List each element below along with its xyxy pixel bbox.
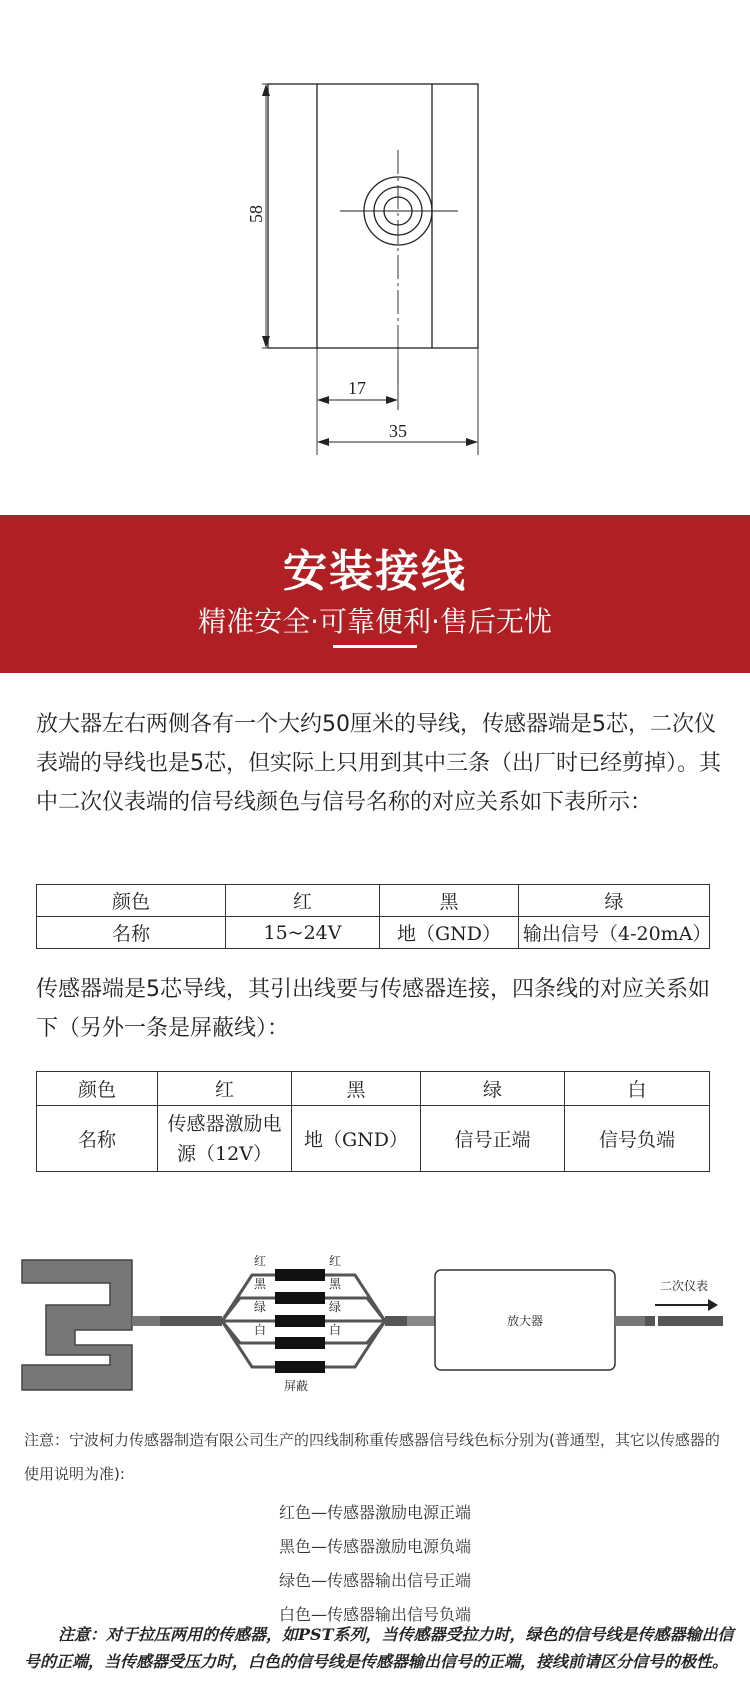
table-cell: 名称 [37,917,226,949]
table-cell: 地（GND） [292,1106,421,1172]
intro-paragraph: 放大器左右两侧各有一个大约50厘米的导线，传感器端是5芯，二次仪表端的导线也是5芯，但实际上只用到其中三条（出厂时已经剪掉）。其中二次仪表端的信号线颜色与信号名称的对应关系如下表所示： [36,712,721,815]
table-cell: 信号负端 [565,1106,710,1172]
dim-17-label: 17 [348,378,366,398]
banner-title: 安装接线 [283,546,467,597]
sensor-paragraph: 传感器端是5芯导线，其引出线要与传感器连接，四条线的对应关系如下（另外一条是屏蔽线）： [36,977,710,1041]
color-code-black: 黑色—传感器激励电源负端 [278,1537,471,1556]
wire-label-right-black: 黑 [328,1277,342,1291]
output-arrow [658,1316,723,1326]
dim-58-label: 58 [246,205,266,223]
sensor-body-outline [268,84,478,348]
wire-label-left-white: 白 [253,1323,267,1337]
table-cell: 信号正端 [421,1106,565,1172]
dim-35-label: 35 [389,421,407,441]
amplifier-label: 放大器 [506,1314,544,1328]
table-cell: 白 [565,1072,710,1106]
banner-subtitle: 精准安全·可靠便利·售后无忧 [198,605,552,638]
table-cell: 黑 [380,885,519,917]
table-row [37,1106,710,1172]
table-cell: 15~24V [226,917,380,949]
color-code-note: 注意：宁波柯力传感器制造有限公司生产的四线制称重传感器信号线色标分别为(普通型，其它以传感器的使用说明为准): [24,1431,720,1483]
wire-label-left-red: 红 [253,1254,267,1268]
table-cell: 颜色 [37,1072,158,1106]
color-code-green: 绿色—传感器输出信号正端 [278,1571,471,1590]
dimension-drawing [0,0,750,515]
shield-label: 屏蔽 [283,1379,309,1393]
sensor-wire-table [36,1071,710,1172]
table-cell: 地（GND） [380,917,519,949]
table-cell: 红 [158,1072,292,1106]
banner-underline [333,645,417,648]
table-cell: 黑 [292,1072,421,1106]
wire-label-right-red: 红 [328,1254,342,1268]
table-cell: 颜色 [37,885,226,917]
table-cell: 红 [226,885,380,917]
wire-label-right-green: 绿 [328,1300,342,1314]
wire-label-left-green: 绿 [253,1300,267,1314]
wiring-diagram [0,1195,750,1410]
output-label: 二次仪表 [659,1279,709,1293]
table-cell: 绿 [421,1072,565,1106]
table-row [37,885,710,917]
wire-label-right-white: 白 [328,1323,342,1337]
polarity-note-text: 注意：对于拉压两用的传感器，如PST系列，当传感器受拉力时，绿色的信号线是传感器输出信号的正端，当传感器受压力时，白色的信号线是传感器输出信号的正端，接线前请区分信号的极性。 [24,1625,734,1671]
wire-label-left-black: 黑 [253,1277,267,1291]
table-row [37,1072,710,1106]
polarity-note [24,1621,734,1675]
section-banner [0,515,750,673]
color-code-white: 白色—传感器输出信号负端 [278,1605,471,1624]
color-code-red: 红色—传感器激励电源正端 [278,1503,471,1522]
table-cell: 输出信号（4-20mA） [519,917,710,949]
table-cell: 绿 [519,885,710,917]
instrument-wire-table [36,884,710,949]
sensor-shape [22,1260,132,1390]
table-cell: 名称 [37,1106,158,1172]
table-row [37,917,710,949]
table-cell: 传感器激励电源（12V） [158,1106,292,1172]
